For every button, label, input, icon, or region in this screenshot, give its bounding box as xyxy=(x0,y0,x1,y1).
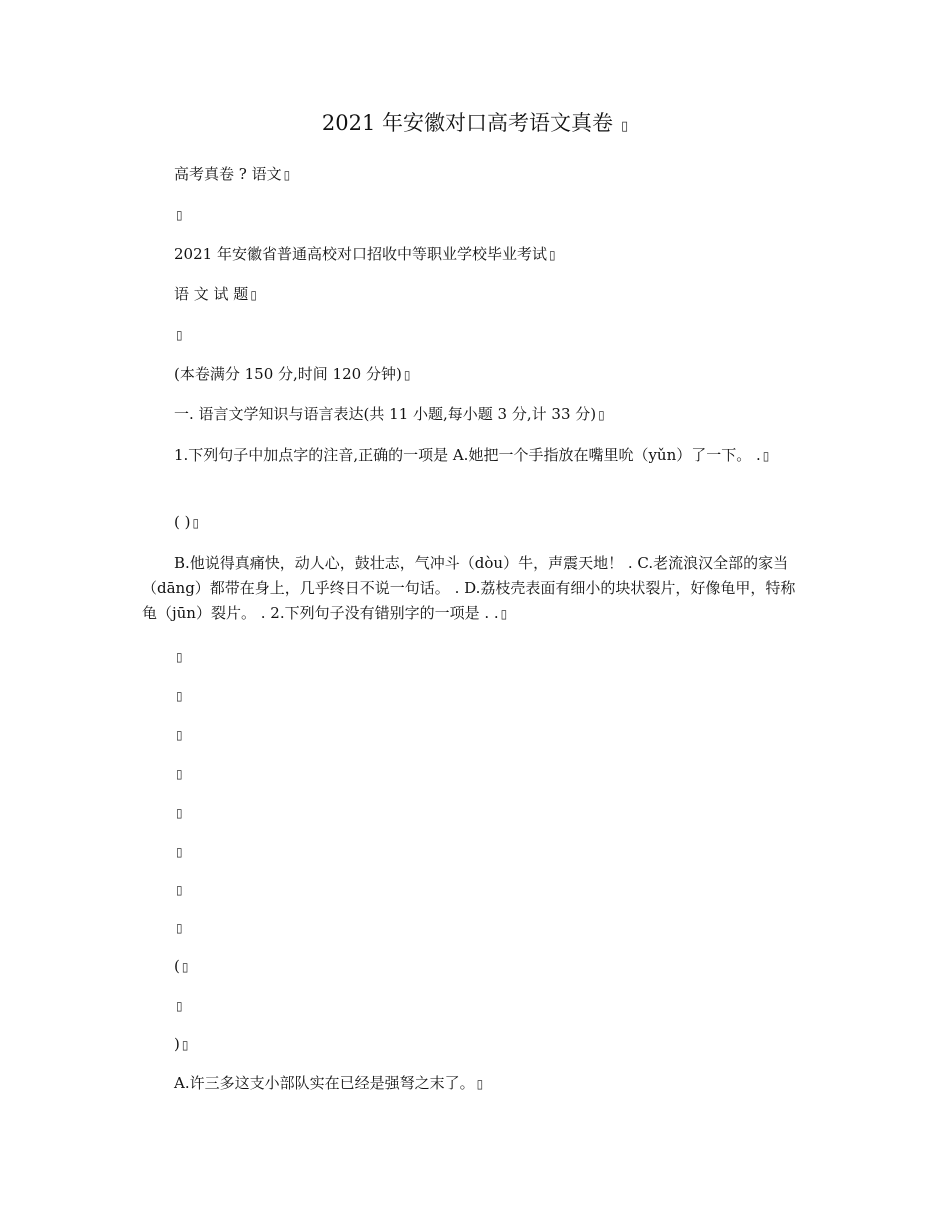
empty-line xyxy=(174,203,183,226)
question-1-options-paragraph: B.他说得真痛快，动人心，鼓壮志，气冲斗（dòu）牛，声震天地！ . C.老流浪汉全部的家当（dāng）都带在身上，几乎终日不说一句话。 . D.荔枝壳表面有细小的块状裂片，好像龟甲，特称龟（jūn）裂片。 . 2.下列句子没有错别字的一项是 . . ▯ xyxy=(142,554,796,622)
empty-line xyxy=(174,323,183,346)
paragraph-marker: ▯ xyxy=(181,1038,189,1052)
paragraph-marker: ▯ xyxy=(176,883,183,897)
paragraph-marker: ▯ xyxy=(283,168,291,182)
exam-subtitle-line: 语 文 试 题 ▯ xyxy=(174,285,257,303)
paragraph-marker: ▯ xyxy=(598,408,605,422)
title-text: 2021 年安徽对口高考语文真卷 xyxy=(321,111,613,135)
paragraph-marker: ▯ xyxy=(192,516,200,530)
marker-line: ( ▯ xyxy=(174,957,189,975)
question-1-paragraph: 1.下列句子中加点字的注音,正确的一项是 A.她把一个手指放在嘴里吮（yǔn）了一下。 . ▯ xyxy=(174,446,770,464)
option-a-line: A.许三多这支小部队实在已经是强弩之末了。 ▯ xyxy=(174,1074,484,1092)
marker-line xyxy=(174,762,183,785)
document-title xyxy=(0,109,950,141)
paragraph-marker: ▯ xyxy=(176,845,183,859)
paragraph-marker: ▯ xyxy=(403,368,411,382)
paragraph-marker: ▯ xyxy=(176,689,183,703)
paragraph-marker: ▯ xyxy=(176,650,183,664)
paragraph-marker: ▯ xyxy=(762,449,770,463)
paragraph-marker: ▯ xyxy=(176,806,183,820)
exam-info-line: (本卷满分 150 分,时间 120 分钟) ▯ xyxy=(174,365,411,383)
paragraph-marker: ▯ xyxy=(176,208,183,222)
paragraph-marker: ▯ xyxy=(176,999,183,1013)
paragraph-marker: ▯ xyxy=(500,607,508,621)
paragraph-marker: ▯ xyxy=(250,288,257,302)
paragraph-marker: ▯ xyxy=(548,248,556,262)
paragraph-marker: ▯ xyxy=(176,921,183,935)
section-heading: 一. 语言文学知识与语言表达(共 11 小题,每小题 3 分,计 33 分) ▯ xyxy=(174,405,605,423)
marker-line xyxy=(174,916,183,939)
answer-blank-line: ( ) ▯ xyxy=(174,513,200,531)
marker-line xyxy=(174,840,183,863)
marker-line xyxy=(174,994,183,1017)
marker-line xyxy=(174,878,183,901)
paragraph-marker: ▯ xyxy=(176,767,183,781)
paragraph-marker: ▯ xyxy=(476,1077,484,1091)
marker-line: ) ▯ xyxy=(174,1035,189,1053)
paragraph-marker: ▯ xyxy=(620,119,629,134)
marker-line xyxy=(174,801,183,824)
paragraph-marker: ▯ xyxy=(176,328,183,342)
subject-line: 高考真卷 ? 语文 ▯ xyxy=(174,165,291,183)
marker-line xyxy=(174,645,183,668)
exam-name-line: 2021 年安徽省普通高校对口招收中等职业学校毕业考试 ▯ xyxy=(174,245,556,263)
marker-line xyxy=(174,684,183,707)
paragraph-marker: ▯ xyxy=(181,960,189,974)
marker-line xyxy=(174,723,183,746)
paragraph-marker: ▯ xyxy=(176,728,183,742)
